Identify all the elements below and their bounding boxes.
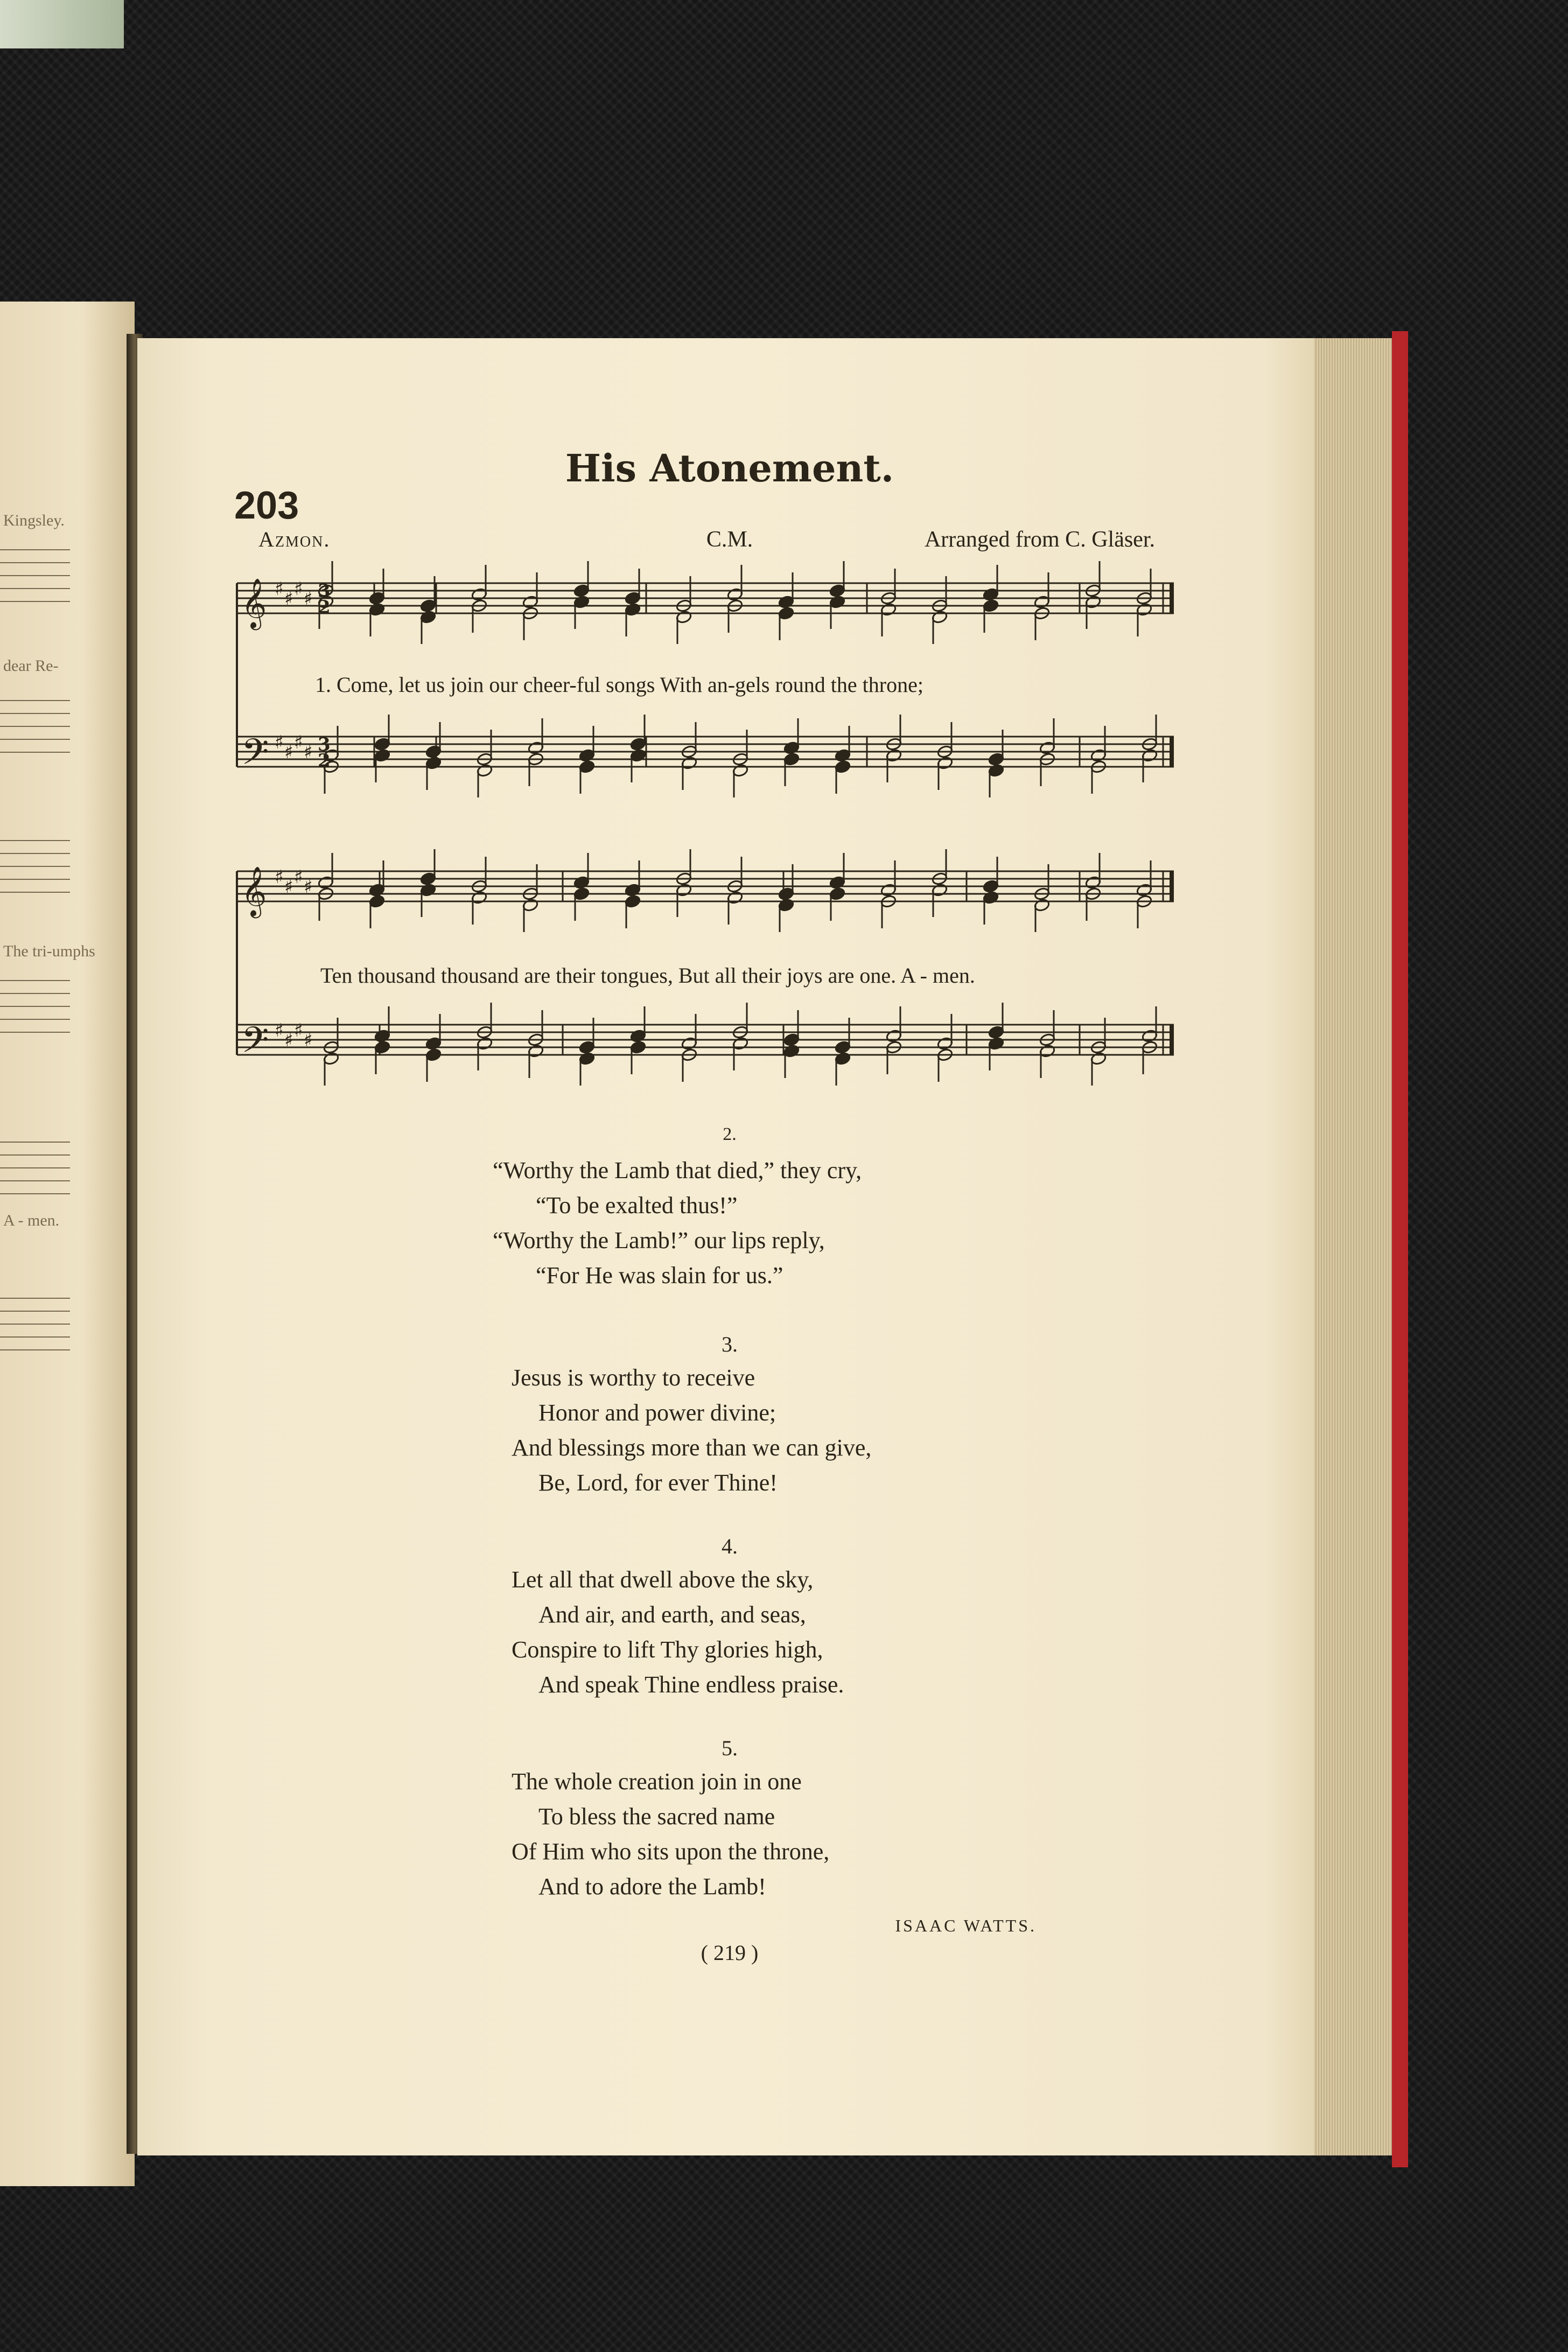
verse-line: “Worthy the Lamb that died,” they cry, (493, 1157, 862, 1184)
lyric-line-first: 1. Come, let us join our cheer-ful songs With an-gels round the throne; (315, 673, 923, 697)
sharp-sign: ♯ (275, 578, 284, 600)
verse-line: “For He was slain for us.” (536, 1262, 783, 1289)
verse-line: Jesus is worthy to receive (512, 1364, 755, 1391)
verse-number: 5. (722, 1736, 738, 1760)
sharp-sign: ♯ (284, 1030, 293, 1051)
verse-line: Let all that dwell above the sky, (512, 1566, 814, 1593)
left-page-staff (0, 700, 70, 765)
book-page (137, 338, 1322, 2155)
sharp-sign: ♯ (284, 741, 293, 763)
treble-clef: 𝄞 (241, 578, 267, 628)
sharp-sign: ♯ (304, 588, 313, 610)
sharp-sign: ♯ (275, 866, 284, 888)
corner-tab (0, 0, 124, 48)
left-page-edge (0, 302, 135, 2186)
page-number: ( 219 ) (701, 1941, 759, 1965)
arranger-credit: Arranged from C. Gläser. (924, 527, 1155, 552)
left-page-staff (0, 549, 70, 614)
meter: C.M. (706, 527, 753, 552)
left-page-staff (0, 840, 70, 905)
red-book-cover (1392, 331, 1408, 2167)
left-page-amen-fragment: A - men. (3, 1212, 60, 1229)
hymn-number: 203 (234, 484, 299, 527)
verse-number: 3. (722, 1332, 738, 1356)
verse-number: 4. (722, 1534, 738, 1558)
verse-line: Of Him who sits upon the throne, (512, 1838, 830, 1865)
tune-name: Azmon. (258, 527, 331, 551)
section-title: His Atonement. (565, 446, 894, 491)
time-signature-bottom: 2 (318, 597, 331, 618)
sharp-sign: ♯ (284, 588, 293, 610)
left-page-staff (0, 1298, 70, 1362)
verse-line: Be, Lord, for ever Thine! (538, 1469, 778, 1496)
verse-line: And blessings more than we can give, (512, 1434, 872, 1461)
left-page-lyric-fragment: dear Re- (3, 657, 59, 675)
left-page-author-fragment: Kingsley. (3, 512, 65, 529)
verse-number: 2. (723, 1124, 737, 1144)
sharp-sign: ♯ (294, 1020, 303, 1041)
sharp-sign: ♯ (294, 866, 303, 888)
page-edges (1314, 338, 1392, 2155)
sharp-sign: ♯ (275, 1020, 284, 1041)
sharp-sign: ♯ (275, 732, 284, 753)
sharp-sign: ♯ (294, 732, 303, 753)
verse-line: “To be exalted thus!” (536, 1192, 738, 1219)
bass-clef: 𝄢 (241, 731, 269, 781)
time-signature-top: 3 (318, 734, 331, 755)
lyric-line-second: Ten thousand thousand are their tongues, But all their joys are one. A - men. (320, 963, 975, 988)
verse-line: And air, and earth, and seas, (538, 1601, 806, 1628)
left-page-staff (0, 1142, 70, 1206)
music-notation (137, 338, 1322, 1146)
verse-line: Honor and power divine; (538, 1399, 776, 1426)
time-signature-top: 3 (318, 580, 331, 602)
author-credit: ISAAC WATTS. (895, 1916, 1037, 1935)
verse-line: The whole creation join in one (512, 1768, 802, 1795)
sharp-sign: ♯ (304, 741, 313, 763)
verse-line: To bless the sacred name (538, 1803, 775, 1830)
sharp-sign: ♯ (294, 578, 303, 600)
left-page-staff (0, 980, 70, 1045)
sharp-sign: ♯ (304, 876, 313, 898)
left-page-lyric-fragment: The tri-umphs (3, 942, 95, 960)
bass-clef: 𝄢 (241, 1019, 269, 1069)
sharp-sign: ♯ (284, 876, 293, 898)
time-signature-bottom: 2 (318, 750, 331, 772)
music-marks (241, 561, 1158, 1086)
treble-clef: 𝄞 (241, 866, 267, 916)
verse-line: Conspire to lift Thy glories high, (512, 1636, 823, 1663)
sharp-sign: ♯ (304, 1030, 313, 1051)
verse-line: And speak Thine endless praise. (538, 1671, 844, 1698)
verse-line: “Worthy the Lamb!” our lips reply, (493, 1227, 825, 1254)
verse-line: And to adore the Lamb! (538, 1873, 766, 1900)
